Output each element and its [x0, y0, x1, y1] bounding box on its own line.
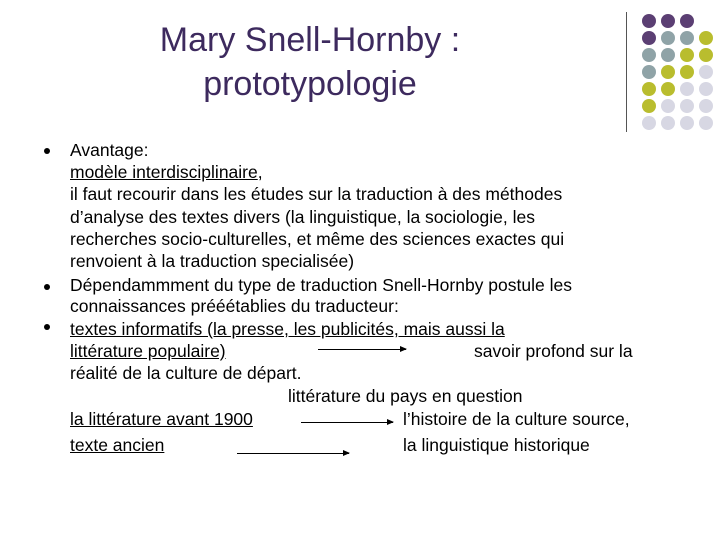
bullet-icon — [44, 284, 50, 290]
title-line-2: prototypologie — [203, 65, 417, 103]
text-line: connaissances prééétablies du traducteur: — [70, 296, 399, 316]
arrow-icon — [318, 349, 406, 350]
text-line: l’histoire de la culture source, — [403, 409, 630, 429]
decorative-dot — [680, 116, 694, 130]
decorative-dot — [699, 65, 713, 79]
decorative-dot — [642, 65, 656, 79]
decorative-dot — [642, 82, 656, 96]
decorative-dot — [680, 48, 694, 62]
decorative-dot — [661, 99, 675, 113]
text-line: savoir profond sur la — [474, 341, 633, 361]
text-line: d’analyse des textes divers (la linguistique, la sociologie, les — [70, 207, 535, 227]
decorative-dot — [661, 116, 675, 130]
text-line: Dépendammment du type de traduction Snell-Hornby postule les — [70, 275, 572, 295]
bullet-icon — [44, 324, 50, 330]
decorative-dot — [642, 99, 656, 113]
decorative-dot — [699, 99, 713, 113]
decorative-dot — [642, 116, 656, 130]
decorative-dot — [642, 31, 656, 45]
text-line — [70, 162, 263, 182]
text-line: textes informatifs (la presse, les publicités, mais aussi la — [70, 319, 505, 339]
decorative-dot — [680, 82, 694, 96]
decorative-dot — [661, 82, 675, 96]
underlined-term: modèle interdisciplinaire — [70, 162, 258, 182]
arrow-icon — [301, 422, 393, 423]
arrow-icon — [237, 453, 349, 454]
decorative-dot — [642, 48, 656, 62]
decorative-dot — [699, 116, 713, 130]
decorative-dot — [699, 82, 713, 96]
text-line: littérature populaire) — [70, 341, 226, 361]
text-line: Avantage: — [70, 140, 149, 160]
punctuation: , — [257, 162, 263, 182]
slide-title — [100, 18, 520, 106]
text-line: réalité de la culture de départ. — [70, 363, 302, 383]
decorative-dot — [661, 48, 675, 62]
title-line-1: Mary Snell-Hornby : — [159, 21, 461, 59]
decorative-dot — [661, 31, 675, 45]
text-line: littérature du pays en question — [288, 386, 523, 406]
text-line: la littérature avant 1900 — [70, 409, 253, 429]
bullet-icon — [44, 148, 50, 154]
text-line: recherches socio-culturelles, et même des sciences exactes qui — [70, 229, 565, 249]
text-line: la linguistique historique — [403, 435, 590, 455]
decorative-dot — [680, 65, 694, 79]
text-line: il faut recourir dans les études sur la traduction à des méthodes — [70, 184, 563, 204]
decorative-dot — [699, 31, 713, 45]
decorative-dot — [661, 65, 675, 79]
decorative-divider — [626, 12, 627, 132]
decorative-dot — [680, 31, 694, 45]
decorative-dot — [680, 14, 694, 28]
decorative-dot — [680, 99, 694, 113]
decorative-dot — [699, 48, 713, 62]
text-line: renvoient à la traduction specialisée) — [70, 251, 355, 271]
decorative-dot — [661, 14, 675, 28]
decorative-dot — [642, 14, 656, 28]
text-line: texte ancien — [70, 435, 165, 455]
